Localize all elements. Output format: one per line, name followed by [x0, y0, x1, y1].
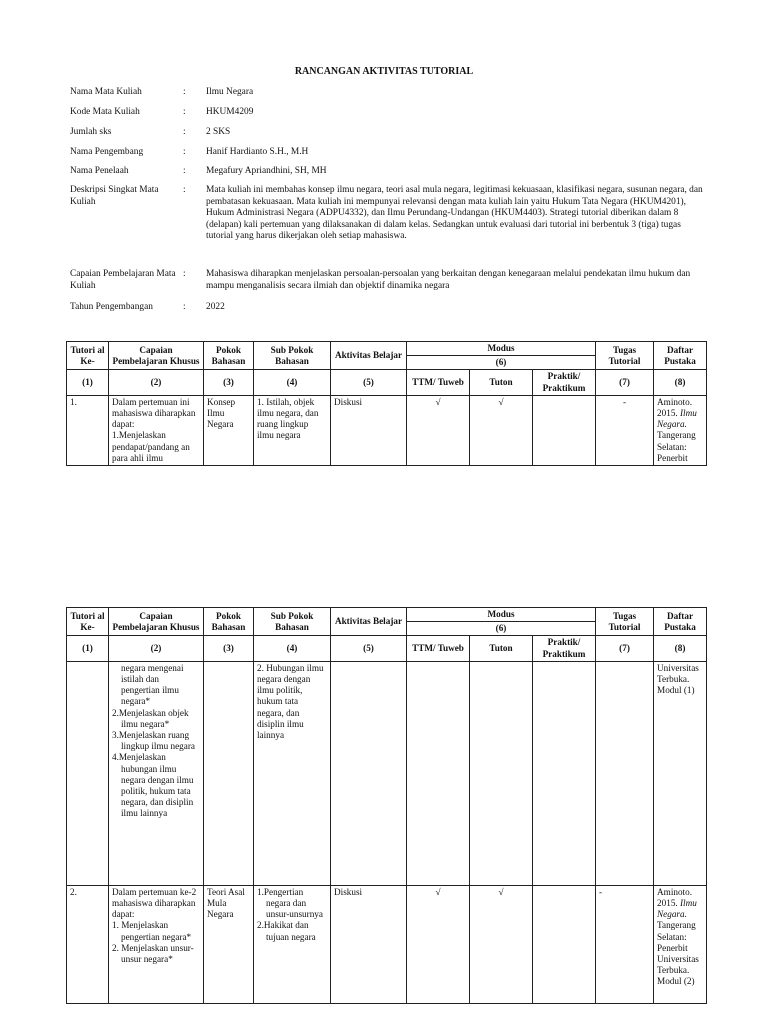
header-capaian: Capaian Pembelajaran Khusus [109, 342, 204, 370]
cell-praktik [533, 885, 596, 1003]
header-num-4: (4) [254, 636, 331, 661]
capaian-continued: negara mengenai istilah dan pengertian ilmu negara* [121, 662, 184, 707]
cell-aktivitas [331, 661, 407, 885]
header-aktivitas-belajar: Aktivitas Belajar [331, 608, 407, 636]
cell-sub-pokok: 2. Hubungan ilmu negara dengan ilmu politik, hukum tata negara, dan disiplin ilmu lainnya [254, 661, 331, 885]
cell-tuton-check: √ [470, 885, 533, 1003]
meta-label: Nama Penelaah [70, 166, 129, 176]
header-daftar-pustaka: Daftar Pustaka [654, 342, 707, 370]
table-row [67, 661, 707, 885]
header-num-2: (2) [109, 370, 204, 395]
table-row [67, 885, 707, 1003]
header-daftar-pustaka: Daftar Pustaka [654, 608, 707, 636]
capaian-intro: Dalam pertemuan ke-2 mahasiswa diharapkan dapat: [112, 886, 197, 920]
header-num-8: (8) [654, 636, 707, 661]
list-item: 2.Menjelaskan objek ilmu negara* [112, 707, 189, 729]
header-tugas-tutorial: Tugas Tutorial [596, 342, 654, 370]
cell-tutorial-no [67, 661, 109, 885]
header-tugas-tutorial: Tugas Tutorial [596, 608, 654, 636]
meta-colon: : [183, 87, 186, 97]
capaian-item: 1.Menjelaskan pendapat/pandang an para ahli ilmu [112, 430, 190, 463]
list-item: 1. Menjelaskan pengertian negara* [112, 920, 192, 942]
header-modus: Modus [407, 608, 596, 622]
meta-colon: : [183, 107, 186, 117]
header-ttm-tuweb: TTM/ Tuweb [407, 370, 470, 395]
cell-ttm-check [407, 661, 470, 885]
meta-value: HKUM4209 [206, 107, 254, 117]
pustaka-author: Aminoto. 2015. [657, 886, 692, 909]
header-num-1: (1) [67, 636, 109, 661]
cell-aktivitas: Diskusi [331, 885, 407, 1003]
cell-pokok-bahasan: Konsep Ilmu Negara [204, 395, 254, 465]
header-num-1: (1) [67, 370, 109, 395]
cell-aktivitas: Diskusi [331, 395, 407, 465]
list-item: 3.Menjelaskan ruang lingkup ilmu negara [112, 730, 195, 752]
capaian-list [112, 920, 200, 965]
cell-ttm-check: √ [407, 885, 470, 1003]
cell-sub-pokok [254, 885, 331, 1003]
header-num-4: (4) [254, 370, 331, 395]
header-num-2: (2) [109, 636, 204, 661]
sub-pokok-list [257, 887, 327, 943]
cell-daftar-pustaka [654, 395, 707, 465]
header-sub-pokok-bahasan: Sub Pokok Bahasan [254, 608, 331, 636]
meta-label: Nama Mata Kuliah [70, 87, 142, 97]
meta-label: Kode Mata Kuliah [70, 107, 140, 117]
capaian-intro: Dalam pertemuan ini mahasiswa diharapkan dapat: [112, 396, 196, 430]
header-sub-pokok-bahasan: Sub Pokok Bahasan [254, 342, 331, 370]
list-item: 2.Hakikat dan tujuan negara [257, 920, 316, 942]
cell-capaian [109, 661, 204, 885]
header-tuton: Tuton [470, 370, 533, 395]
meta-colon: : [183, 269, 186, 279]
cell-praktik [533, 395, 596, 465]
pustaka-author: Aminoto. 2015. [657, 396, 692, 419]
header-modus: Modus [407, 342, 596, 356]
header-capaian: Capaian Pembelajaran Khusus [109, 608, 204, 636]
cell-tutorial-no: 1. [67, 395, 109, 465]
document-title: RANCANGAN AKTIVITAS TUTORIAL [294, 66, 474, 77]
meta-colon: : [183, 147, 186, 157]
header-aktivitas-belajar: Aktivitas Belajar [331, 342, 407, 370]
cell-tutorial-no: 2. [67, 885, 109, 1003]
header-ttm-tuweb: TTM/ Tuweb [407, 636, 470, 661]
meta-colon: : [183, 185, 186, 195]
cell-tugas: - [596, 885, 654, 1003]
cell-capaian [109, 395, 204, 465]
cell-tugas [596, 661, 654, 885]
list-item: 1.Pengertian negara dan unsur-unsurnya [257, 886, 323, 920]
meta-value: Hanif Hardianto S.H., M.H [206, 147, 309, 157]
meta-value: 2 SKS [206, 127, 231, 137]
meta-label: Tahun Pengembangan [70, 302, 153, 312]
capaian-list [112, 708, 200, 820]
header-praktik: Praktik/ Praktikum [533, 636, 596, 661]
cell-pokok-bahasan [204, 661, 254, 885]
pustaka-title: Ilmu Negara. [657, 408, 697, 430]
meta-label: Capaian Pembelajaran Mata Kuliah [70, 269, 176, 291]
meta-label: Deskripsi Singkat Mata Kuliah [70, 185, 159, 207]
header-pokok-bahasan: Pokok Bahasan [204, 608, 254, 636]
tutorial-table-page-2 [66, 607, 707, 1004]
table-row [67, 395, 707, 465]
cell-tuton-check: √ [470, 395, 533, 465]
cell-daftar-pustaka [654, 885, 707, 1003]
meta-colon: : [183, 127, 186, 137]
cell-pokok-bahasan: Teori Asal Mula Negara [204, 885, 254, 1003]
meta-value: Megafury Apriandhini, SH, MH [206, 166, 327, 176]
meta-label: Nama Pengembang [70, 147, 144, 157]
meta-value: 2022 [206, 302, 225, 312]
cell-sub-pokok: 1. Istilah, objek ilmu negara, dan ruang lingkup ilmu negara [254, 395, 331, 465]
meta-colon: : [183, 166, 186, 176]
meta-label: Jumlah sks [70, 127, 112, 137]
meta-value: Mahasiswa diharapkan menjelaskan persoalan-persoalan yang berkaitan dengan kenegaraan melalui pendekatan ilmu hukum dan mampu menganalisis secara ilmiah dan objektif dinamika negara [206, 269, 691, 291]
header-num-5: (5) [331, 636, 407, 661]
header-num-7: (7) [596, 636, 654, 661]
header-num-8: (8) [654, 370, 707, 395]
meta-colon: : [183, 302, 186, 312]
tutorial-table-page-1 [66, 341, 707, 466]
header-num-3: (3) [204, 636, 254, 661]
meta-value: Mata kuliah ini membahas konsep ilmu negara, teori asal mula negara, legitimasi kekuasaan, klasifikasi negara, susunan negara, dan pembatasan kekuasaan. Mata kuliah ini mempunyai relevansi dengan mata kuliah lain yaitu Hukum Tata Negara (HKUM4201), Hukum Administrasi Negara (ADPU4332), dan Ilmu Perundang-Undangan (HKUM4403). Strategi tutorial diberikan dalam 8 (delapan) kali pertemuan yang dilaksanakan di dalam kelas. Sedangkan untuk evaluasi dari tutorial ini berbentuk 3 (tiga) tugas tutorial yang harus dikerjakan oleh setiap mahasiswa. [206, 185, 703, 241]
header-tutorial: Tutori al Ke- [67, 342, 109, 370]
cell-tuton-check [470, 661, 533, 885]
meta-value: Ilmu Negara [206, 87, 254, 97]
list-item: 4.Menjelaskan hubungan ilmu negara dengan ilmu politik, hukum tata negara, dan disiplin ilmu lainnya [112, 752, 194, 819]
cell-tugas: - [596, 395, 654, 465]
cell-daftar-pustaka: Universitas Terbuka. Modul (1) [654, 661, 707, 885]
cell-ttm-check: √ [407, 395, 470, 465]
header-tutorial: Tutori al Ke- [67, 608, 109, 636]
header-num-3: (3) [204, 370, 254, 395]
list-item: 2. Menjelaskan unsur-unsur negara* [112, 942, 194, 965]
header-num-5: (5) [331, 370, 407, 395]
header-modus-number: (6) [407, 356, 596, 370]
header-tuton: Tuton [470, 636, 533, 661]
pustaka-title: Ilmu Negara. [657, 898, 697, 920]
header-pokok-bahasan: Pokok Bahasan [204, 342, 254, 370]
pustaka-publisher: Tangerang Selatan: Penerbit [657, 430, 696, 463]
header-num-7: (7) [596, 370, 654, 395]
pustaka-publisher: Tangerang Selatan: Penerbit Universitas Terbuka. Modul (2) [657, 920, 699, 987]
cell-capaian [109, 885, 204, 1003]
header-modus-number: (6) [407, 622, 596, 636]
header-praktik: Praktik/ Praktikum [533, 370, 596, 395]
cell-praktik [533, 661, 596, 885]
